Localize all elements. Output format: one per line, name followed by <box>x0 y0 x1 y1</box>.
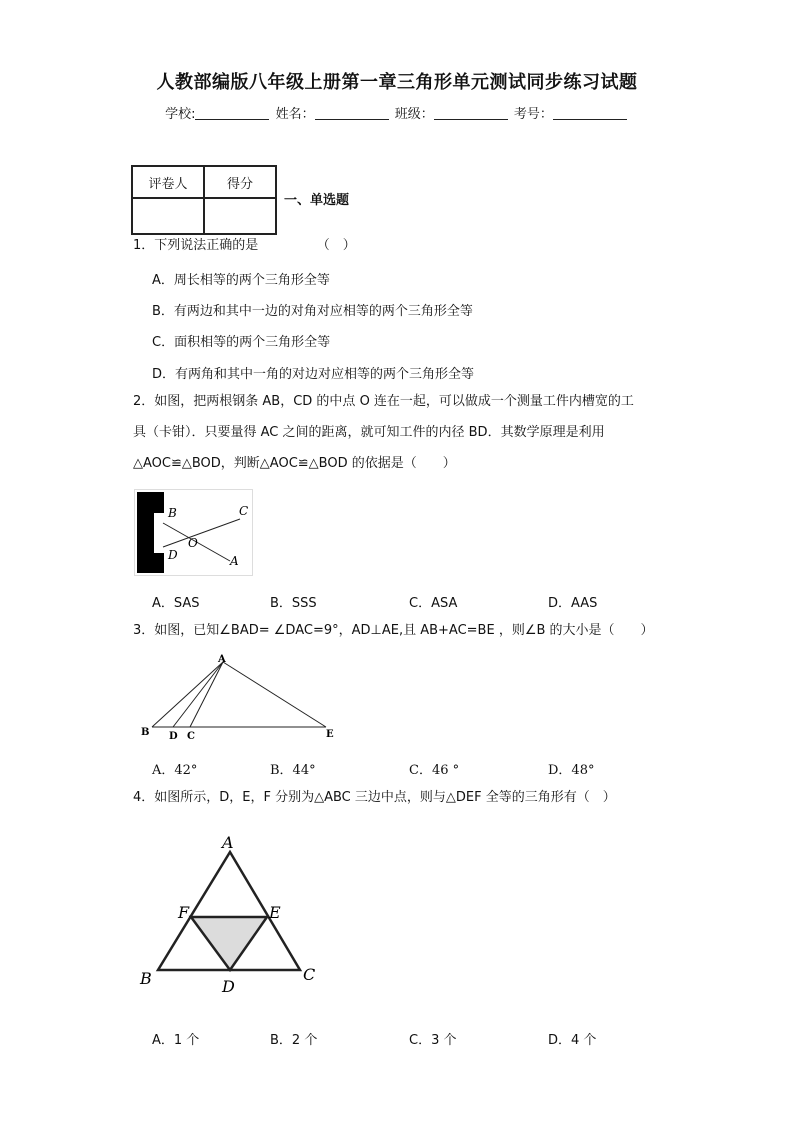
triangle-abe-figure <box>136 651 346 743</box>
workpiece-shape <box>137 492 164 573</box>
question-3-stem: 3．如图，已知∠BAD= ∠DAC=9°，AD⊥AE,且 AB+AC=BE ，则∠B 的大小是（ ） <box>133 623 654 638</box>
label-b: B <box>141 727 150 738</box>
question-2-stem-line-2: 具（卡钳）．只要量得 AC 之间的距离，就可知工件的内径 BD．其数学原理是利用 <box>133 425 605 440</box>
label-o: O <box>188 536 198 550</box>
question-2-option-a[interactable]: A．SAS <box>152 596 200 611</box>
school-label: 学校: <box>165 107 196 122</box>
label-b: B <box>168 506 177 520</box>
line-ad <box>173 662 223 727</box>
question-4-option-d[interactable]: D．4 个 <box>548 1033 597 1048</box>
label-e: E <box>269 903 281 922</box>
question-3-option-b[interactable]: B．44° <box>270 763 316 778</box>
exam-number-blank[interactable] <box>553 107 627 120</box>
question-1-stem: 1．下列说法正确的是 （ ） <box>133 238 356 253</box>
score-header: 得分 <box>204 166 276 198</box>
label-d: D <box>222 977 235 996</box>
question-3-option-a[interactable]: A．42° <box>152 763 198 778</box>
label-b: B <box>140 969 152 988</box>
score-table <box>131 165 277 235</box>
name-label: 姓名： <box>275 107 315 122</box>
question-4-stem: 4．如图所示，D，E，F 分别为△ABC 三边中点，则与△DEF 全等的三角形有（ ） <box>133 790 616 805</box>
caliper-figure <box>134 489 254 577</box>
label-e: E <box>326 729 334 740</box>
class-label: 班级： <box>394 107 434 122</box>
class-blank[interactable] <box>434 107 508 120</box>
question-1-option-d[interactable]: D．有两角和其中一角的对边对应相等的两个三角形全等 <box>152 367 475 382</box>
question-2-option-c[interactable]: C．ASA <box>409 596 458 611</box>
grader-header: 评卷人 <box>132 166 204 198</box>
label-a: A <box>222 833 234 852</box>
question-3-option-d[interactable]: D．48° <box>548 763 595 778</box>
label-d: D <box>169 731 178 742</box>
school-blank[interactable] <box>195 107 269 120</box>
label-a: A <box>230 554 239 568</box>
triangle-def <box>191 917 267 970</box>
steel-bar-cd <box>163 519 240 547</box>
score-cell[interactable] <box>204 198 276 234</box>
section-title: 一、单选题 <box>284 193 350 208</box>
line-ae <box>223 662 326 727</box>
label-d: D <box>168 548 178 562</box>
label-f: F <box>178 903 190 922</box>
line-ac <box>190 662 223 727</box>
page-title: 人教部编版八年级上册第一章三角形单元测试同步练习试题 <box>156 72 638 93</box>
question-4-option-b[interactable]: B．2 个 <box>270 1033 318 1048</box>
label-c: C <box>187 731 195 742</box>
question-4-option-c[interactable]: C．3 个 <box>409 1033 457 1048</box>
label-a: A <box>218 654 226 665</box>
question-1-option-b[interactable]: B．有两边和其中一边的对角对应相等的两个三角形全等 <box>152 304 473 319</box>
question-2-stem-line-3: △AOC≌△BOD，判断△AOC≌△BOD 的依据是（ ） <box>133 456 456 471</box>
question-3-option-c[interactable]: C．46 ° <box>409 763 460 778</box>
line-ab <box>152 662 223 727</box>
student-info-line <box>0 103 794 122</box>
question-2-option-b[interactable]: B．SSS <box>270 596 317 611</box>
exam-number-label: 考号： <box>513 107 553 122</box>
question-1-option-a[interactable]: A．周长相等的两个三角形全等 <box>152 273 330 288</box>
name-blank[interactable] <box>315 107 389 120</box>
question-2-stem-line-1: 2．如图，把两根钢条 AB，CD 的中点 O 连在一起，可以做成一个测量工件内槽宽的工 <box>133 394 634 409</box>
label-c: C <box>303 965 316 984</box>
triangle-abc-figure <box>136 830 326 998</box>
grader-cell[interactable] <box>132 198 204 234</box>
label-c: C <box>239 504 249 518</box>
question-4-option-a[interactable]: A．1 个 <box>152 1033 200 1048</box>
question-1-option-c[interactable]: C．面积相等的两个三角形全等 <box>152 335 331 350</box>
question-2-option-d[interactable]: D．AAS <box>548 596 598 611</box>
